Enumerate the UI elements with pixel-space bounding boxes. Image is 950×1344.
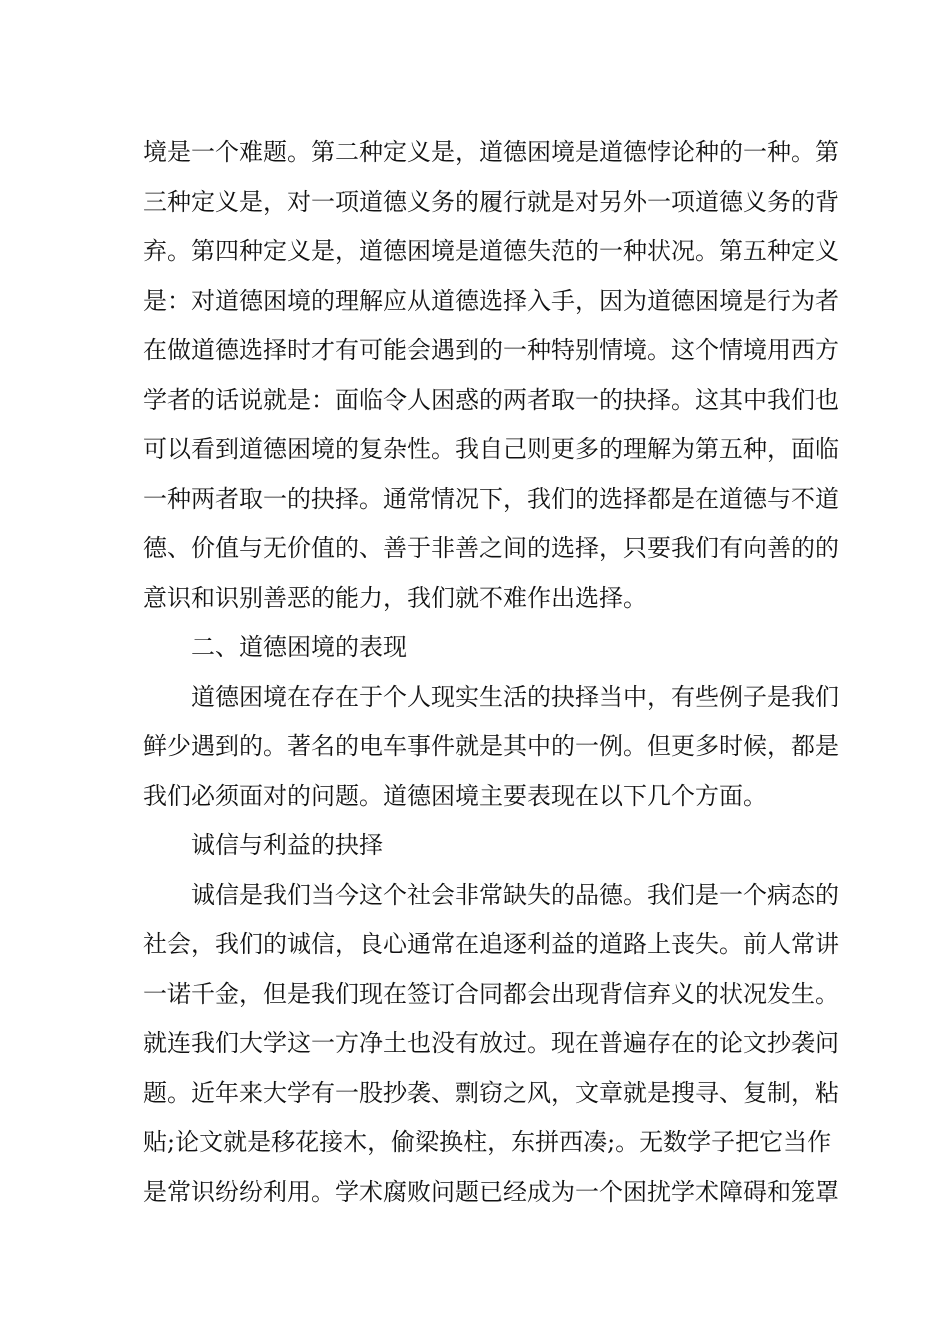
text-line: 学者的话说就是：面临令人困惑的两者取一的抉择。这其中我们也 <box>143 385 839 414</box>
text-line: 鲜少遇到的。著名的电车事件就是其中的一例。但更多时候，都是 <box>143 732 839 760</box>
text-line: 在做道德选择时才有可能会遇到的一种特别情境。这个情境用西方 <box>143 336 839 364</box>
text-line: 德、价值与无价值的、善于非善之间的选择，只要我们有向善的的 <box>143 534 839 562</box>
text-line: 可以看到道德困境的复杂性。我自己则更多的理解为第五种，面临 <box>143 435 839 463</box>
text-line: 贴;论文就是移花接木，偷梁换柱，东拼西凑;。无数学子把它当作 <box>143 1128 832 1156</box>
text-line: 诚信与利益的抉择 <box>191 831 383 859</box>
text-line: 是常识纷纷利用。学术腐败问题已经成为一个困扰学术障碍和笼罩 <box>143 1177 839 1206</box>
text-line: 三种定义是，对一项道德义务的履行就是对另外一项道德义务的背 <box>143 187 839 216</box>
text-line: 道德困境在存在于个人现实生活的抉择当中，有些例子是我们 <box>191 682 839 711</box>
body-text <box>143 128 839 1217</box>
text-line: 境是一个难题。第二种定义是，道德困境是道德悖论种的一种。第 <box>143 138 839 166</box>
text-line: 二、道德困境的表现 <box>191 633 407 661</box>
text-line: 弃。第四种定义是，道德困境是道德失范的一种状况。第五种定义 <box>143 237 839 265</box>
text-line: 意识和识别善恶的能力，我们就不难作出选择。 <box>143 583 647 612</box>
text-line: 是：对道德困境的理解应从道德选择入手，因为道德困境是行为者 <box>143 286 839 315</box>
text-line: 我们必须面对的问题。道德困境主要表现在以下几个方面。 <box>143 781 767 810</box>
text-line: 就连我们大学这一方净土也没有放过。现在普遍存在的论文抄袭问 <box>143 1029 839 1057</box>
text-line: 诚信是我们当今这个社会非常缺失的品德。我们是一个病态的 <box>191 880 839 909</box>
text-line: 社会，我们的诚信，良心通常在追逐利益的道路上丧失。前人常讲 <box>143 930 839 958</box>
text-line: 一诺千金，但是我们现在签订合同都会出现背信弃义的状况发生。 <box>143 979 839 1008</box>
text-line: 题。近年来大学有一股抄袭、剽窃之风，文章就是搜寻、复制，粘 <box>143 1078 839 1107</box>
text-line: 一种两者取一的抉择。通常情况下，我们的选择都是在道德与不道 <box>143 484 839 513</box>
